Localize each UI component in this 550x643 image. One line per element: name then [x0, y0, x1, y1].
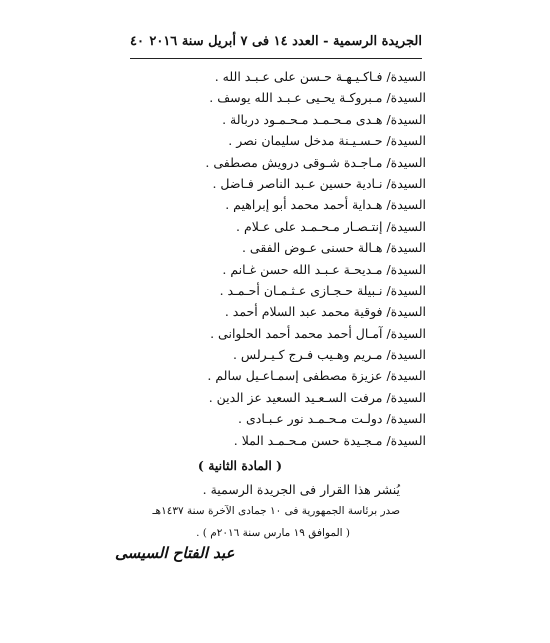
page-header	[130, 34, 422, 49]
list-item: السيدة/ مـريم وهـيب فـرج كـيـرلس .	[232, 347, 426, 363]
signature: عبد الفتاح السيسى	[115, 544, 235, 562]
list-item: السيدة/ فوقية محمد عبد السلام أحمد .	[224, 304, 426, 320]
list-item: السيدة/ هـداية أحمد محمد أبو إبراهيم .	[225, 197, 426, 213]
list-item: السيدة/ إنتـصـار مـحـمـد على عـلام .	[236, 218, 426, 234]
list-item: السيدة/ هـالة حسنى عـوض الفقى .	[241, 240, 426, 256]
list-item: السيدة/ دولـت مـحـمـد نور عـبـادى .	[238, 411, 426, 427]
issuance-line: صدر برئاسة الجمهورية فى ١٠ جمادى الآخرة سنة ١٤٣٧هـ	[152, 505, 400, 517]
article-heading: ( المادة الثانية )	[197, 458, 283, 473]
names-list	[106, 66, 426, 451]
list-item: السيدة/ مـجـيدة حسن مـحـمـد الملا .	[233, 432, 426, 448]
list-item: السيدة/ مرفت السـعـيد السعيد عز الدين .	[208, 389, 426, 405]
gregorian-date-line: ( الموافق ١٩ مارس سنة ٢٠١٦م ) .	[196, 527, 350, 539]
list-item: السيدة/ فـاكـيـهـة حـسن على عـبـد الله .	[214, 69, 426, 84]
list-item: السيدة/ عزيزة مصطفى إسمـاعـيل سالم .	[207, 368, 426, 384]
header-title: الجريدة الرسمية - العدد ١٤ فى ٧ أبريل سنة ٢٠١٦	[149, 34, 422, 49]
list-item: السيدة/ نـبيلة حـجـازى عـثـمـان أحـمـد .	[219, 282, 426, 298]
list-item: السيدة/ نـادية حسين عـبد الناصر فـاضل .	[212, 175, 426, 191]
page-number: ٤٠	[130, 34, 144, 49]
list-item: السيدة/ هـدى مـحـمـد مـحـمـود دربالة .	[222, 111, 426, 127]
list-item: السيدة/ مـديحـة عـبـد الله حسن غـانم .	[222, 261, 426, 277]
header-divider	[130, 58, 422, 59]
publish-statement: يُنشر هذا القرار فى الجريدة الرسمية .	[202, 482, 400, 497]
list-item: السيدة/ حـسـيـنة مدخل سليمان نصر .	[228, 133, 426, 149]
list-item: السيدة/ آمـال أحمد محمد أحمد الحلوانى .	[210, 325, 426, 341]
list-item: السيدة/ مـبروكـة يحـيى عـبـد الله يوسف .	[209, 90, 426, 106]
list-item: السيدة/ مـاجـدة شـوقى درويش مصطفى .	[205, 154, 426, 170]
